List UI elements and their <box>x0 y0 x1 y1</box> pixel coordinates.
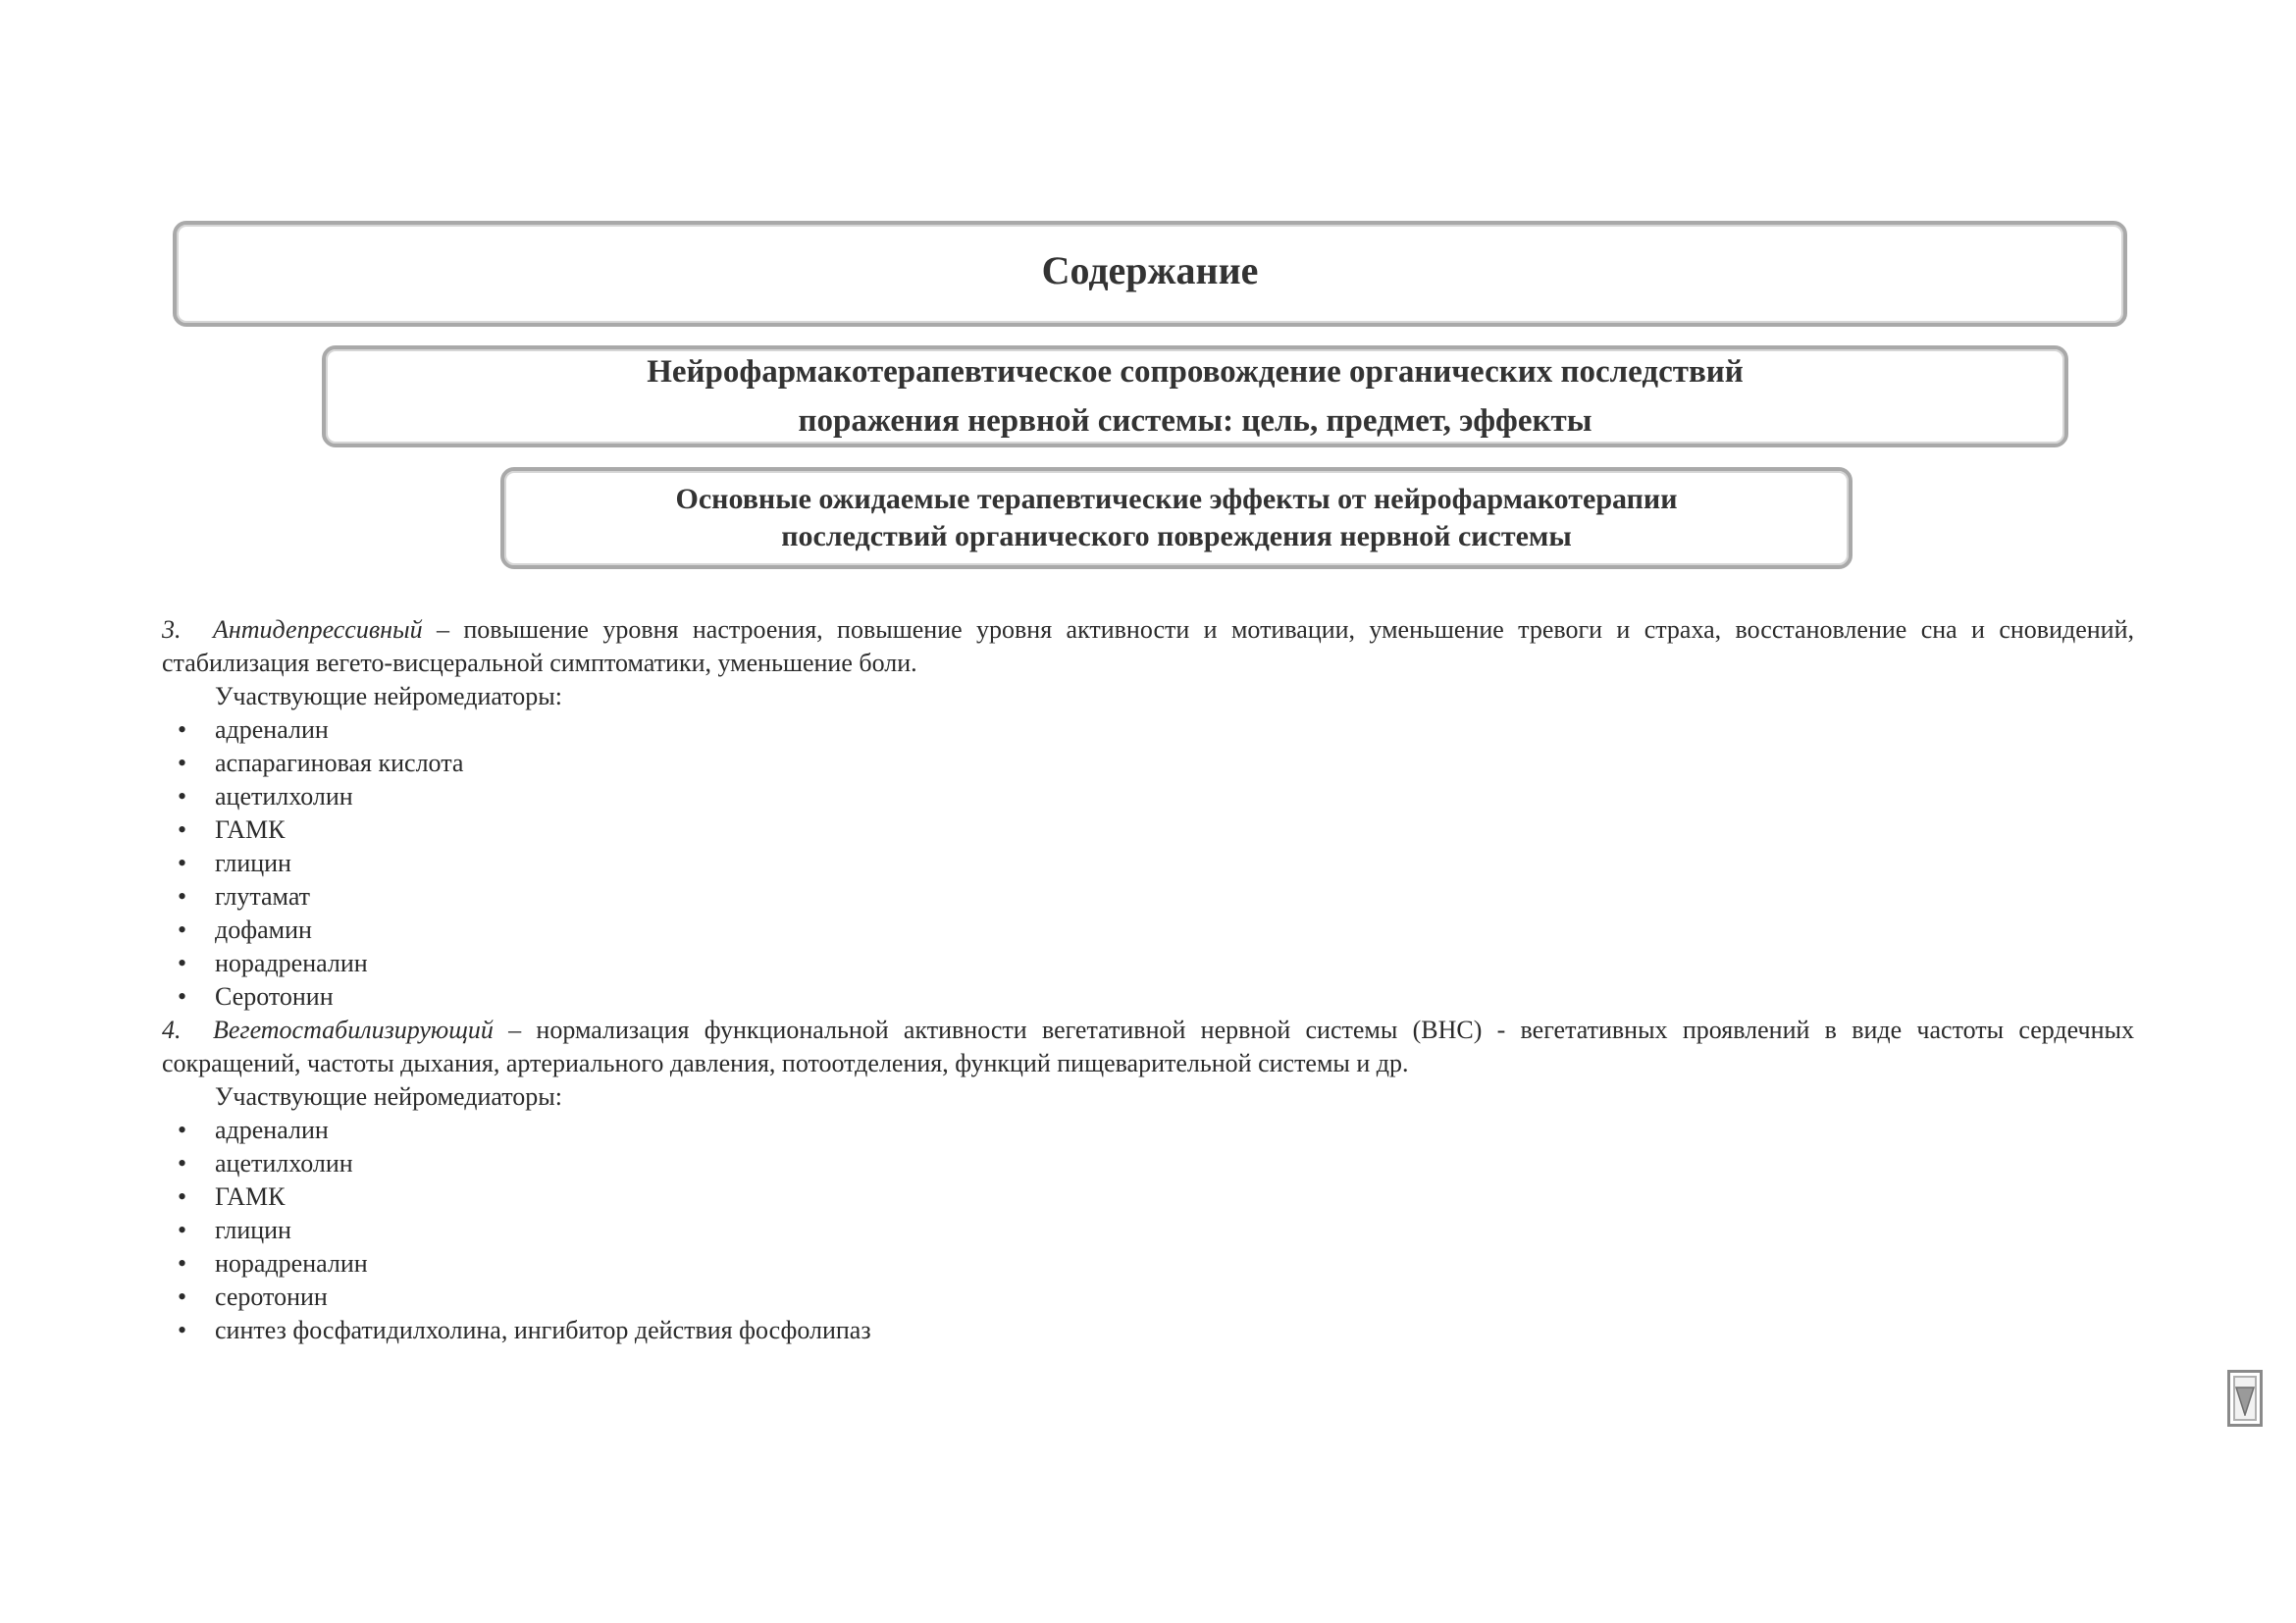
next-page-button[interactable] <box>2227 1370 2263 1427</box>
bullet-icon: • <box>178 1116 187 1144</box>
list-item: • глицин <box>162 1214 2134 1247</box>
section-4-mediators-heading: Участвующие нейромедиаторы: <box>215 1082 562 1111</box>
bullet-icon: • <box>178 815 187 844</box>
effects-title-box <box>500 467 1852 569</box>
section-3-description: – повышение уровня настроения, повышение уровня активности и мотивации, уменьшение тревоги и страха, восстановление сна и сновидений, стабилизация вегето-висцеральной симптоматики, уменьшение боли. <box>162 615 2134 677</box>
triangle-down-icon <box>2235 1387 2255 1416</box>
list-item: • ГАМК <box>162 813 2134 847</box>
list-item: • серотонин <box>162 1281 2134 1314</box>
list-item: • норадреналин <box>162 1247 2134 1281</box>
list-item: • адреналин <box>162 713 2134 747</box>
contents-title-box <box>173 221 2127 327</box>
list-item: • адреналин <box>162 1114 2134 1147</box>
section-3-number: 3. <box>162 615 182 644</box>
section-4-mediators-list <box>162 1114 2134 1347</box>
bullet-icon: • <box>178 1283 187 1311</box>
section-3-mediators-list <box>162 713 2134 1014</box>
section-4-paragraph <box>162 1014 2134 1080</box>
bullet-icon: • <box>178 1182 187 1211</box>
topic-title-line2: поражения нервной системы: цель, предмет, эффекты <box>798 403 1592 439</box>
list-item: • дофамин <box>162 914 2134 947</box>
effects-title-line1: Основные ожидаемые терапевтические эффекты от нейрофармакотерапии <box>675 483 1678 515</box>
bullet-icon: • <box>178 849 187 877</box>
list-item: • ГАМК <box>162 1180 2134 1214</box>
bullet-icon: • <box>178 782 187 811</box>
document-body <box>162 613 2134 1347</box>
bullet-icon: • <box>178 1316 187 1344</box>
bullet-icon: • <box>178 715 187 744</box>
effects-title-line2: последствий органического повреждения нервной системы <box>781 520 1572 552</box>
section-3-term: Антидепрессивный <box>213 615 423 644</box>
section-4-description: – нормализация функциональной активности вегетативной нервной системы (ВНС) - вегетативных проявлений в виде частоты сердечных сокращений, частоты дыхания, артериального давления, потоотделения, функций пищеварительной системы и др. <box>162 1016 2134 1077</box>
section-3-paragraph <box>162 613 2134 680</box>
bullet-icon: • <box>178 882 187 911</box>
bullet-icon: • <box>178 1249 187 1278</box>
bullet-icon: • <box>178 1149 187 1178</box>
bullet-icon: • <box>178 949 187 977</box>
bullet-icon: • <box>178 982 187 1011</box>
contents-title: Содержание <box>1041 247 1259 292</box>
section-3-mediators-heading: Участвующие нейромедиаторы: <box>215 682 562 710</box>
list-item: • глицин <box>162 847 2134 880</box>
bullet-icon: • <box>178 749 187 777</box>
bullet-icon: • <box>178 1216 187 1244</box>
bullet-icon: • <box>178 916 187 944</box>
list-item: • ацетилхолин <box>162 1147 2134 1180</box>
list-item: • синтез фосфатидилхолина, ингибитор действия фосфолипаз <box>162 1314 2134 1347</box>
list-item: • норадреналин <box>162 947 2134 980</box>
list-item: • ацетилхолин <box>162 780 2134 813</box>
list-item: • аспарагиновая кислота <box>162 747 2134 780</box>
list-item: • Серотонин <box>162 980 2134 1014</box>
section-4-term: Вегетостабилизирующий <box>213 1016 494 1044</box>
list-item: • глутамат <box>162 880 2134 914</box>
section-4-number: 4. <box>162 1016 182 1044</box>
topic-title-box <box>322 345 2068 447</box>
topic-title-line1: Нейрофармакотерапевтическое сопровождение органических последствий <box>647 354 1744 390</box>
